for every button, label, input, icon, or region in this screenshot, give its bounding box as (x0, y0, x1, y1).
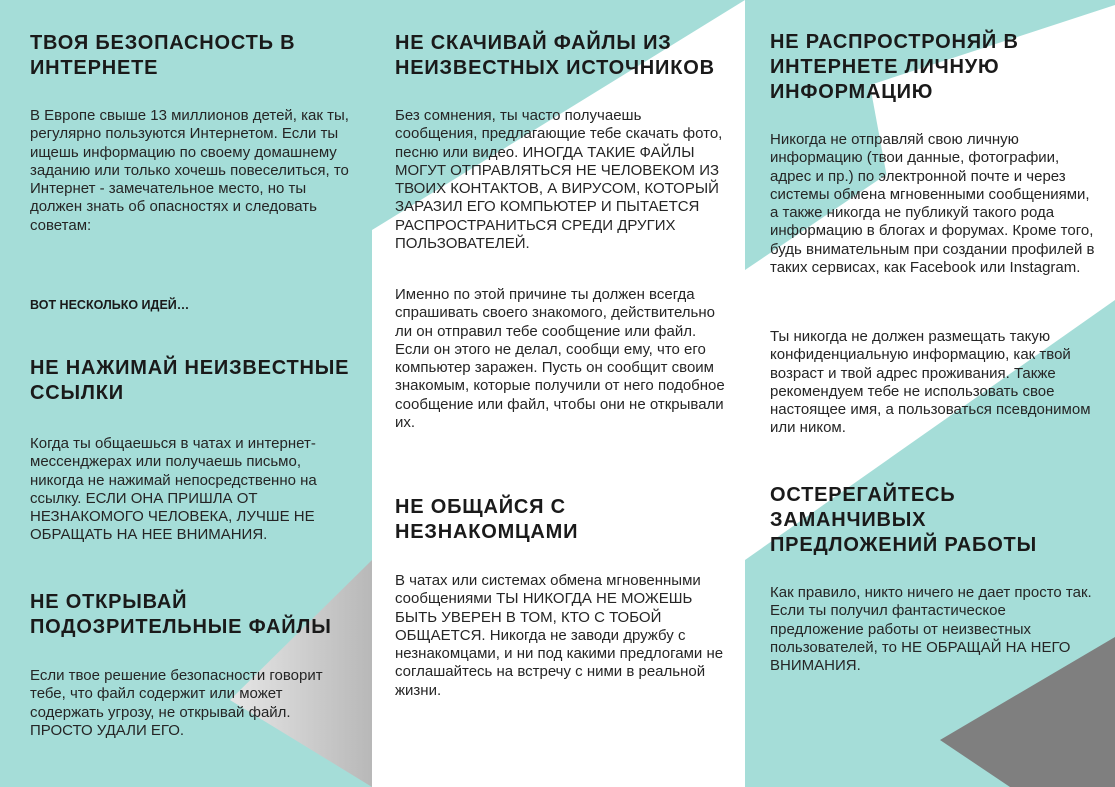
heading-personal-info: НЕ РАСПРОСТРОНЯЙ В ИНТЕРНЕТЕ ЛИЧНУЮ ИНФОРМАЦИЮ (770, 31, 1019, 103)
unknown-links-paragraph: Когда ты общаешься в чатах и интернет-мессенджерах или получаешь письмо, никогда не нажимай непосредственно на ссылку. ЕСЛИ ОНА ПРИШЛА ОТ НЕЗНАКОМОГО ЧЕЛОВЕКА, ЛУЧШЕ НЕ ОБРАЩАТЬ НА НЕЕ ВНИМАНИЯ. (30, 435, 317, 544)
heading-suspicious-files: НЕ ОТКРЫВАЙ ПОДОЗРИТЕЛЬНЫЕ ФАЙЛЫ (30, 591, 332, 638)
download-paragraph-1: Без сомнения, ты часто получаешь сообщения, предлагающие тебе скачать фото, песню или видео. ИНОГДА ТАКИЕ ФАЙЛЫ МОГУТ ОТПРАВЛЯТЬСЯ НЕ ЧЕЛОВЕКОМ ИЗ ТВОИХ КОНТАКТОВ, А ВИРУСОМ, КОТОРЫЙ ЗАРАЗИЛ ЕГО КОМПЬЮТЕР И ПЫТАЕТСЯ РАСПРОСТРАНИТЬСЯ СРЕДИ ДРУГИХ ПОЛЬЗОВАТЕЛЕЙ. (395, 107, 723, 253)
heading-download-files: НЕ СКАЧИВАЙ ФАЙЛЫ ИЗ НЕИЗВЕСТНЫХ ИСТОЧНИКОВ (395, 32, 715, 79)
heading-unknown-links: НЕ НАЖИМАЙ НЕИЗВЕСТНЫЕ ССЫЛКИ (30, 357, 350, 404)
personal-info-paragraph-2: Ты никогда не должен размещать такую конфиденциальную информацию, как твой возраст и твой адрес проживания. Также рекомендуем тебе не использовать свое настоящее имя, а пользоваться псевдонимом или ником. (770, 328, 1091, 437)
job-offers-paragraph: Как правило, никто ничего не дает просто так. Если ты получил фантастическое предложение работы от неизвестных пользователей, то НЕ ОБРАЩАЙ НА НЕГО ВНИМАНИЯ. (770, 584, 1092, 675)
suspicious-files-paragraph: Если твое решение безопасности говорит тебе, что файл содержит или может содержать угрозу, не открывай файл. ПРОСТО УДАЛИ ЕГО. (30, 667, 323, 739)
download-paragraph-2: Именно по этой причине ты должен всегда спрашивать своего знакомого, действительно ли он отправил тебе сообщение или файл. Если он этого не делал, сообщи ему, что его компьютер заражен. Пусть он сообщит своим знакомым, которые получили от него подобное сообщение или файл, чтобы они не открывали их. (395, 286, 725, 432)
personal-info-paragraph-1: Никогда не отправляй свою личную информацию (твои данные, фотографии, адрес и пр.) по электронной почте и через системы обмена мгновенными сообщениями, а также никогда не публикуй такого рода информацию в блогах и форумах. Кроме того, будь внимательным при создании профилей в таких сервисах, как Facebook или Instagram. (770, 131, 1095, 277)
heading-strangers: НЕ ОБЩАЙСЯ С НЕЗНАКОМЦАМИ (395, 496, 579, 543)
intro-paragraph: В Европе свыше 13 миллионов детей, как ты, регулярно пользуются Интернетом. Если ты ищешь информацию по своему домашнему заданию или только хочешь повеселиться, то Интернет - замечательное место, но ты должен знать об опасностях и следовать советам: (30, 107, 349, 234)
heading-job-offers: ОСТЕРЕГАЙТЕСЬ ЗАМАНЧИВЫХ ПРЕДЛОЖЕНИЙ РАБОТЫ (770, 484, 1037, 556)
strangers-paragraph: В чатах или системах обмена мгновенными сообщениями ТЫ НИКОГДА НЕ МОЖЕШЬ БЫТЬ УВЕРЕН В ТОМ, КТО С ТОБОЙ ОБЩАЕТСЯ. Никогда не заводи дружбу с незнакомцами, и ни под какими предлогами не соглашайтесь на встречу с ними в реальной жизни. (395, 572, 724, 699)
heading-internet-safety: ТВОЯ БЕЗОПАСНОСТЬ В ИНТЕРНЕТЕ (30, 32, 296, 79)
ideas-subheading: ВОТ НЕСКОЛЬКО ИДЕЙ… (30, 298, 190, 312)
